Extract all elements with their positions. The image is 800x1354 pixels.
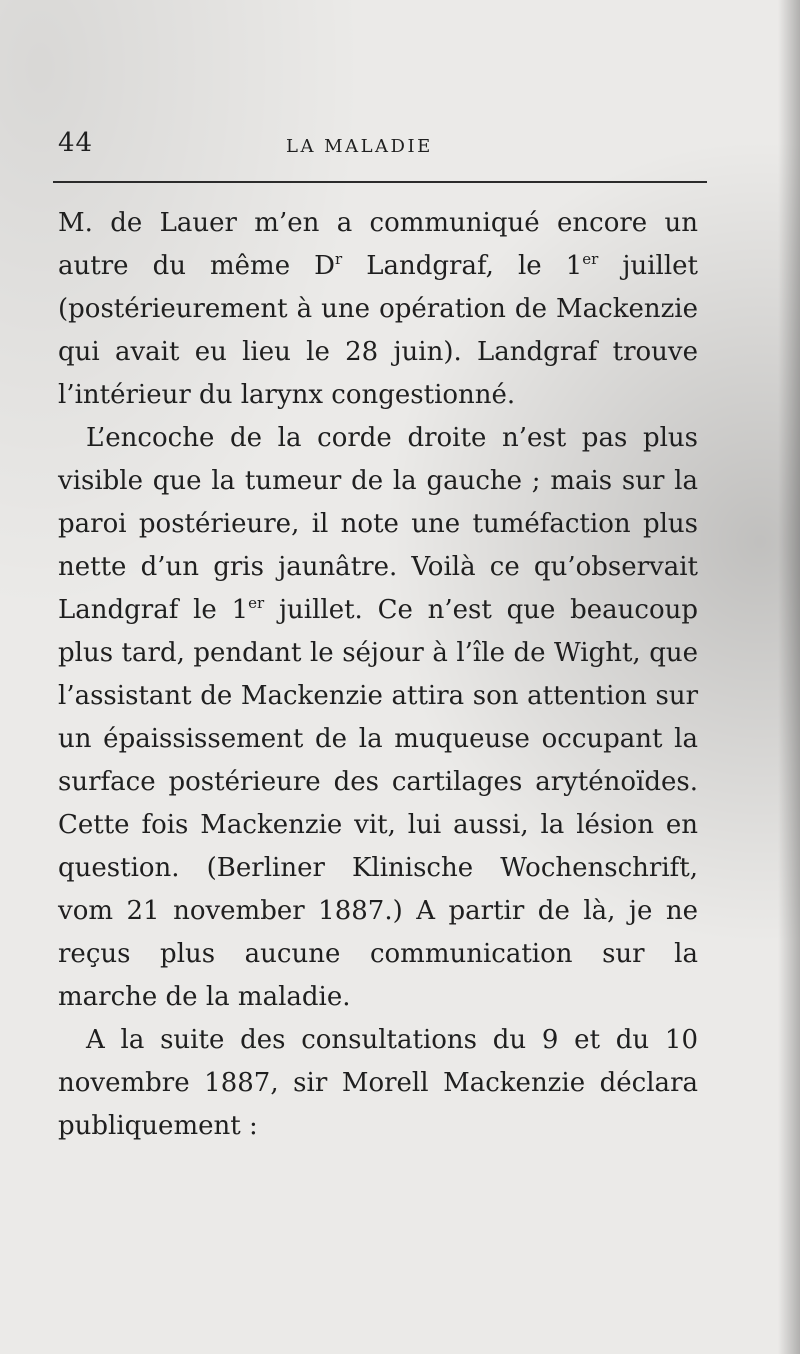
paragraph-1: M. de Lauer m’en a communiqué encore un autre du même $D^r$ Landgraf, le 1er juillet (postérieurement à une opération de Mackenzie qui avait eu lieu le 28 juin). Landgraf trouve l’intérieur du larynx congestionné. (58, 208, 698, 410)
paragraph-2: L’encoche de la corde droite n’est pas plus visible que la tumeur de la gauche ; mais sur la paroi postérieure, il note une tuméfaction plus nette d’un gris jaunâtre. Voilà ce qu’observait Landgraf le 1er juillet. Ce n’est que beaucoup plus tard, pendant le séjour à l’île de Wight, que l’assistant de Mackenzie attira son attention sur un épaississement de la muqueuse occupant la surface postérieure des cartilages aryténoïdes. Cette fois Mackenzie vit, lui aussi, la lésion en question. (Berliner Klinische Wochenschrift, vom 21 november 1887.) A partir de là, je ne reçus plus aucune communication sur la marche de la maladie. (58, 423, 698, 1012)
page-number: 44 (58, 128, 94, 158)
running-title: LA MALADIE (286, 136, 433, 157)
paragraph-3: A la suite des consultations du 9 et du 10 novembre 1887, sir Morell Mackenzie déclara publiquement : (58, 1025, 698, 1141)
page-header (58, 128, 708, 168)
body-text (58, 202, 698, 1148)
page-edge-shadow (778, 0, 800, 1354)
header-rule (53, 181, 707, 183)
